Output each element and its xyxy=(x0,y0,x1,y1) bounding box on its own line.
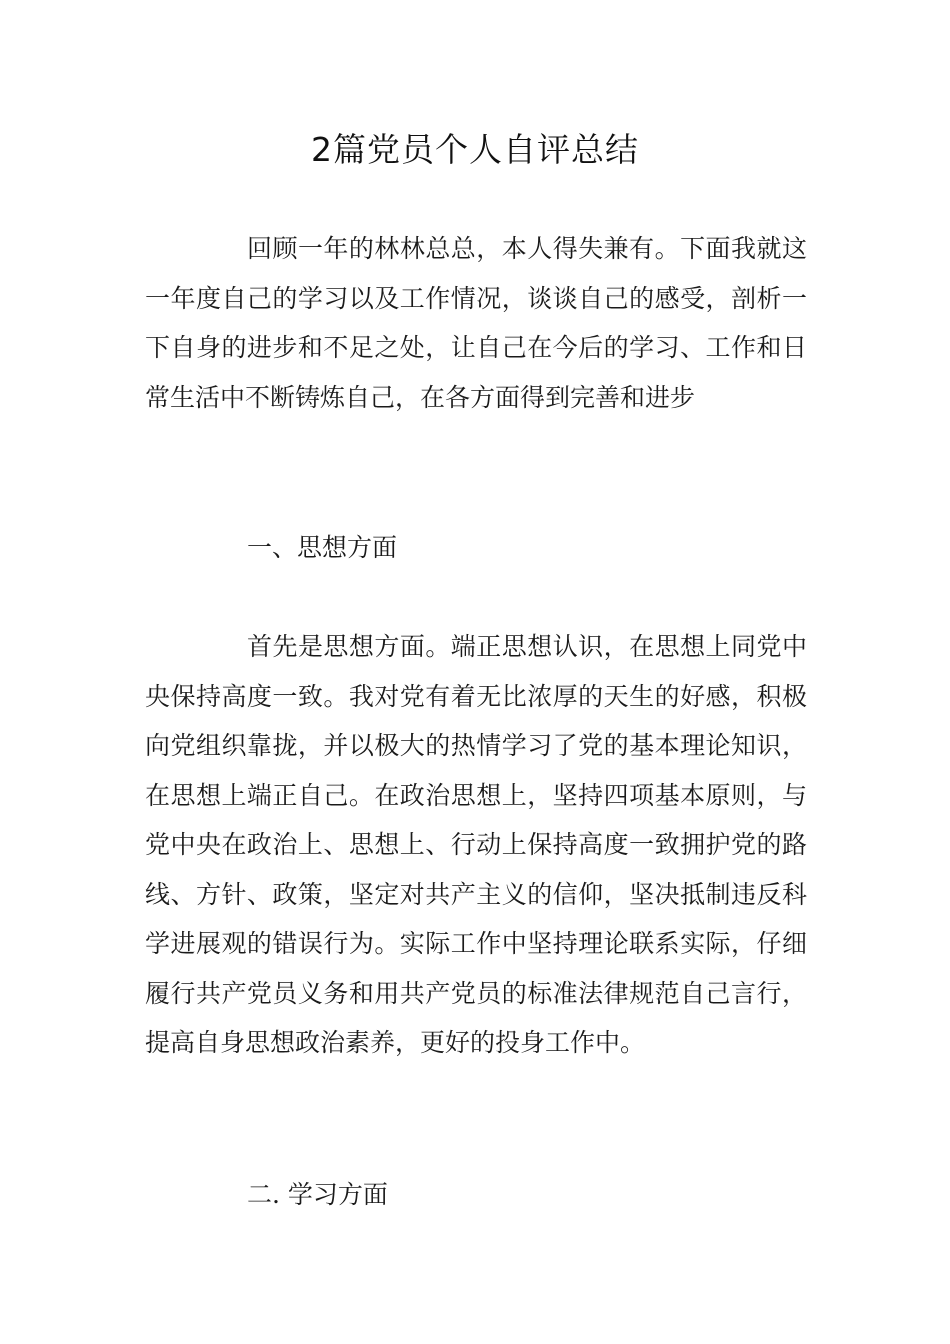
intro-paragraph: 回顾一年的林林总总，本人得失兼有。下面我就这一年度自己的学习以及工作情况，谈谈自己的感受，剖析一下自身的进步和不足之处，让自己在今后的学习、工作和日常生活中不断铸炼自己，在各方面得到完善和进步 xyxy=(145,234,807,412)
section-heading-study: 二. 学习方面 xyxy=(247,1180,388,1209)
document-title: 2篇党员个人自评总结 xyxy=(311,130,639,169)
section-body-thought: 首先是思想方面。端正思想认识，在思想上同党中央保持高度一致。我对党有着无比浓厚的天生的好感，积极向党组织靠拢，并以极大的热情学习了党的基本理论知识，在思想上端正自己。在政治思想上，坚持四项基本原则，与党中央在政治上、思想上、行动上保持高度一致拥护党的路线、方针、政策，坚定对共产主义的信仰，坚决抵制违反科学进展观的错误行为。实际工作中坚持理论联系实际，仔细履行共产党员义务和用共产党员的标准法律规范自己言行，提高自身思想政治素养，更好的投身工作中。 xyxy=(145,632,807,1057)
section-heading-thought: 一、思想方面 xyxy=(247,533,398,562)
